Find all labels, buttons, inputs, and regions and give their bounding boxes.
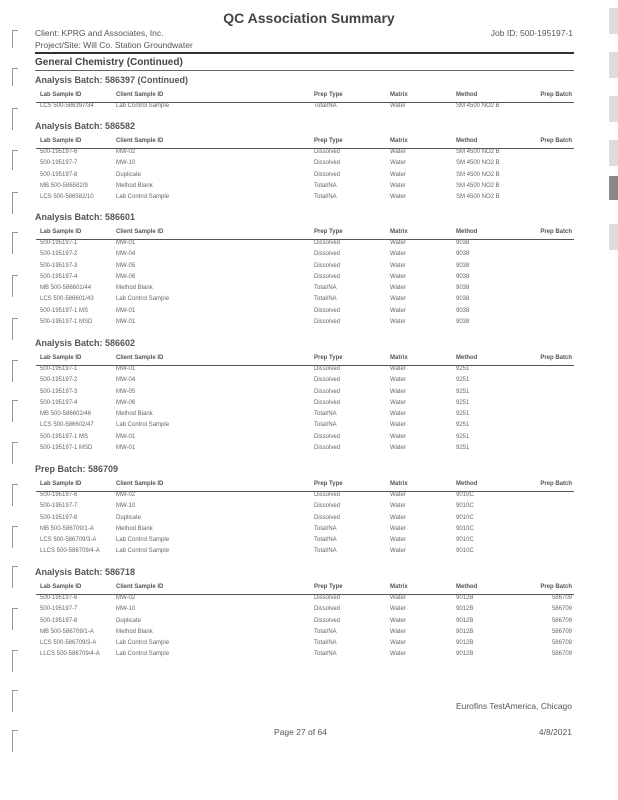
method-cell: 9038 (456, 262, 470, 269)
method-cell: SM 4500 NO2 B (456, 182, 500, 189)
table-row (36, 308, 574, 319)
prep-batch-cell: 586709 (551, 595, 572, 601)
method-cell: SM 4500 NO2 B (456, 160, 500, 167)
table-row (36, 183, 574, 194)
batch-table (36, 355, 574, 456)
batch-table (36, 138, 574, 205)
client-sample-id-cell: Lab Control Sample (116, 640, 170, 647)
prep-type-cell: Total/NA (314, 651, 337, 658)
col-matrix: Matrix (390, 584, 408, 590)
col-matrix: Matrix (390, 138, 408, 144)
method-cell: 9251 (456, 388, 470, 395)
column-header-row (36, 138, 574, 148)
col-prep-type: Prep Type (314, 92, 343, 98)
col-matrix: Matrix (390, 92, 408, 98)
prep-type-cell: Dissolved (314, 171, 341, 178)
lab-sample-id-cell: LCS 500-586397/34 (40, 103, 94, 109)
col-matrix: Matrix (390, 481, 408, 487)
lab-sample-id-cell: LCS 500-586582/10 (40, 194, 94, 201)
method-cell: 9010C (456, 525, 474, 532)
matrix-cell: Water (390, 422, 406, 429)
prep-type-cell: Dissolved (314, 377, 341, 384)
col-method: Method (456, 138, 478, 144)
batch-table (36, 92, 574, 114)
method-cell: SM 4500 NO2 B (456, 171, 500, 178)
prep-type-cell: Dissolved (314, 433, 341, 440)
table-row (36, 319, 574, 330)
lab-sample-id-cell: 500-195197-1 MSD (40, 319, 93, 326)
matrix-cell: Water (390, 595, 406, 601)
prep-type-cell: Dissolved (314, 388, 341, 395)
col-prep-batch: Prep Batch (540, 481, 572, 487)
method-cell: 9010C (456, 492, 474, 498)
lab-sample-id-cell: 500-195197-2 (40, 377, 78, 384)
batch-title: Analysis Batch: 586602 (35, 338, 136, 348)
lab-sample-id-cell: 500-195197-4 (40, 273, 78, 280)
client-sample-id-cell: Method Blank (116, 525, 153, 532)
prep-type-cell: Dissolved (314, 492, 341, 498)
table-row (36, 445, 574, 456)
method-cell: 9038 (456, 285, 470, 292)
client-sample-id-cell: MW-10 (116, 160, 136, 167)
table-row (36, 400, 574, 411)
method-cell: 9038 (456, 296, 470, 303)
prep-batch-cell: 586709 (551, 628, 572, 635)
lab-sample-id-cell: 500-195197-8 (40, 617, 78, 624)
prep-type-cell: Dissolved (314, 319, 341, 326)
table-row (36, 194, 574, 205)
matrix-cell: Water (390, 445, 406, 452)
prep-type-cell: Total/NA (314, 422, 337, 429)
client-sample-id-cell: Lab Control Sample (116, 537, 170, 544)
matrix-cell: Water (390, 194, 406, 201)
lab-sample-id-cell: 500-195197-8 (40, 171, 78, 178)
lab-sample-id-cell: 500-195197-8 (40, 514, 78, 521)
table-row (36, 640, 574, 651)
lab-sample-id-cell: MB 500-586582/9 (40, 182, 88, 189)
client-sample-id-cell: MW-06 (116, 273, 136, 280)
matrix-cell: Water (390, 617, 406, 624)
table-row (36, 595, 574, 606)
table-row (36, 503, 574, 514)
table-row (36, 377, 574, 388)
table-row (36, 606, 574, 617)
col-method: Method (456, 584, 478, 590)
lab-sample-id-cell: LLCS 500-586709/4-A (40, 651, 100, 658)
method-cell: SM 4500 NO2 B (456, 103, 500, 109)
table-row (36, 285, 574, 296)
prep-type-cell: Dissolved (314, 399, 341, 406)
col-method: Method (456, 355, 478, 361)
col-client-sample-id: Client Sample ID (116, 229, 164, 235)
table-row (36, 149, 574, 160)
prep-type-cell: Dissolved (314, 595, 341, 601)
prep-type-cell: Dissolved (314, 149, 341, 155)
matrix-cell: Water (390, 399, 406, 406)
batch-table (36, 481, 574, 560)
client-sample-id-cell: Lab Control Sample (116, 194, 170, 201)
matrix-cell: Water (390, 514, 406, 521)
column-header-row (36, 229, 574, 239)
report-date: 4/8/2021 (538, 727, 572, 737)
lab-sample-id-cell: 500-195197-2 (40, 251, 78, 258)
col-lab-sample-id: Lab Sample ID (40, 138, 82, 144)
lab-sample-id-cell: 500-195197-6 (40, 149, 78, 155)
page-number: Page 27 of 64 (274, 727, 327, 737)
method-cell: 9010C (456, 548, 474, 555)
table-row (36, 263, 574, 274)
page-title: QC Association Summary (223, 10, 395, 26)
prep-batch-cell: 586709 (551, 640, 572, 647)
table-row (36, 274, 574, 285)
col-prep-type: Prep Type (314, 355, 343, 361)
col-lab-sample-id: Lab Sample ID (40, 584, 82, 590)
lab-sample-id-cell: 500-195197-7 (40, 503, 78, 510)
client-sample-id-cell: MW-04 (116, 377, 136, 384)
col-client-sample-id: Client Sample ID (116, 138, 164, 144)
prep-type-cell: Total/NA (314, 537, 337, 544)
matrix-cell: Water (390, 182, 406, 189)
prep-batch-cell: 586709 (551, 651, 572, 658)
col-client-sample-id: Client Sample ID (116, 481, 164, 487)
col-lab-sample-id: Lab Sample ID (40, 481, 82, 487)
matrix-cell: Water (390, 377, 406, 384)
batch-title: Analysis Batch: 586601 (35, 212, 136, 222)
col-prep-type: Prep Type (314, 138, 343, 144)
project-site: Project/Site: Will Co. Station Groundwater (35, 40, 193, 50)
prep-type-cell: Dissolved (314, 606, 341, 613)
col-prep-batch: Prep Batch (540, 92, 572, 98)
lab-sample-id-cell: 500-195197-6 (40, 492, 78, 498)
matrix-cell: Water (390, 149, 406, 155)
col-method: Method (456, 229, 478, 235)
client-sample-id-cell: MW-06 (116, 399, 136, 406)
prep-type-cell: Total/NA (314, 296, 337, 303)
lab-sample-id-cell: LCS 500-586602/47 (40, 422, 94, 429)
col-prep-type: Prep Type (314, 229, 343, 235)
client-sample-id-cell: Duplicate (116, 617, 142, 624)
header-rule (35, 52, 574, 54)
col-client-sample-id: Client Sample ID (116, 92, 164, 98)
col-prep-batch: Prep Batch (540, 229, 572, 235)
client-label: Client: KPRG and Associates, Inc. (35, 28, 164, 38)
job-id: Job ID: 500-195197-1 (490, 28, 573, 38)
method-cell: 9038 (456, 240, 470, 246)
matrix-cell: Water (390, 319, 406, 326)
method-cell: 9012B (456, 617, 474, 624)
lab-sample-id-cell: MB 500-586601/44 (40, 285, 92, 292)
method-cell: 9012B (456, 651, 474, 658)
prep-type-cell: Dissolved (314, 617, 341, 624)
prep-type-cell: Total/NA (314, 182, 337, 189)
table-row (36, 629, 574, 640)
prep-type-cell: Dissolved (314, 160, 341, 167)
client-sample-id-cell: MW-01 (116, 445, 136, 452)
client-sample-id-cell: MW-01 (116, 240, 136, 246)
prep-type-cell: Total/NA (314, 525, 337, 532)
col-prep-type: Prep Type (314, 584, 343, 590)
prep-type-cell: Dissolved (314, 514, 341, 521)
method-cell: 9012B (456, 640, 474, 647)
matrix-cell: Water (390, 492, 406, 498)
table-row (36, 240, 574, 251)
method-cell: 9012B (456, 628, 474, 635)
table-row (36, 172, 574, 183)
matrix-cell: Water (390, 525, 406, 532)
matrix-cell: Water (390, 537, 406, 544)
table-row (36, 411, 574, 422)
table-row (36, 160, 574, 171)
matrix-cell: Water (390, 251, 406, 258)
batch-title: Analysis Batch: 586397 (Continued) (35, 75, 189, 85)
prep-type-cell: Dissolved (314, 240, 341, 246)
lab-sample-id-cell: MB 500-586602/46 (40, 411, 92, 418)
method-cell: 9251 (456, 422, 470, 429)
lab-sample-id-cell: LCS 500-586601/43 (40, 296, 94, 303)
client-sample-id-cell: MW-02 (116, 149, 136, 155)
client-sample-id-cell: Duplicate (116, 171, 142, 178)
batch-title: Prep Batch: 586709 (35, 464, 119, 474)
method-cell: 9010C (456, 514, 474, 521)
section-rule (35, 70, 574, 71)
col-lab-sample-id: Lab Sample ID (40, 229, 82, 235)
lab-sample-id-cell: 500-195197-1 MS (40, 307, 89, 314)
table-row (36, 548, 574, 559)
batch-table (36, 584, 574, 663)
column-header-row (36, 92, 574, 102)
matrix-cell: Water (390, 548, 406, 555)
col-matrix: Matrix (390, 355, 408, 361)
matrix-cell: Water (390, 103, 406, 109)
client-sample-id-cell: Duplicate (116, 514, 142, 521)
method-cell: 9251 (456, 411, 470, 418)
matrix-cell: Water (390, 240, 406, 246)
table-row (36, 526, 574, 537)
matrix-cell: Water (390, 388, 406, 395)
method-cell: 9038 (456, 307, 470, 314)
col-prep-batch: Prep Batch (540, 355, 572, 361)
lab-sample-id-cell: 500-195197-7 (40, 606, 78, 613)
table-row (36, 296, 574, 307)
prep-type-cell: Dissolved (314, 273, 341, 280)
prep-type-cell: Total/NA (314, 411, 337, 418)
lab-sample-id-cell: 500-195197-4 (40, 399, 78, 406)
matrix-cell: Water (390, 411, 406, 418)
col-client-sample-id: Client Sample ID (116, 584, 164, 590)
matrix-cell: Water (390, 503, 406, 510)
column-header-row (36, 481, 574, 491)
client-sample-id-cell: Lab Control Sample (116, 651, 170, 658)
matrix-cell: Water (390, 651, 406, 658)
client-sample-id-cell: MW-05 (116, 262, 136, 269)
method-cell: 9012B (456, 606, 474, 613)
table-row (36, 434, 574, 445)
col-lab-sample-id: Lab Sample ID (40, 355, 82, 361)
matrix-cell: Water (390, 640, 406, 647)
lab-sample-id-cell: 500-195197-1 (40, 366, 78, 372)
prep-type-cell: Total/NA (314, 285, 337, 292)
lab-sample-id-cell: 500-195197-1 MS (40, 433, 89, 440)
method-cell: 9251 (456, 399, 470, 406)
prep-batch-cell: 586709 (551, 617, 572, 624)
method-cell: 9038 (456, 273, 470, 280)
table-row (36, 422, 574, 433)
matrix-cell: Water (390, 273, 406, 280)
batch-table (36, 229, 574, 330)
table-row (36, 651, 574, 662)
client-sample-id-cell: MW-01 (116, 307, 136, 314)
client-sample-id-cell: MW-01 (116, 319, 136, 326)
column-header-row (36, 584, 574, 594)
method-cell: 9251 (456, 366, 470, 372)
table-row (36, 103, 574, 114)
prep-type-cell: Dissolved (314, 307, 341, 314)
prep-type-cell: Dissolved (314, 366, 341, 372)
method-cell: 9251 (456, 377, 470, 384)
lab-sample-id-cell: 500-195197-1 MSD (40, 445, 93, 452)
matrix-cell: Water (390, 262, 406, 269)
client-sample-id-cell: MW-01 (116, 366, 136, 372)
lab-sample-id-cell: 500-195197-3 (40, 262, 78, 269)
lab-sample-id-cell: LCS 500-586709/3-A (40, 537, 97, 544)
prep-type-cell: Total/NA (314, 628, 337, 635)
prep-type-cell: Total/NA (314, 640, 337, 647)
lab-sample-id-cell: 500-195197-7 (40, 160, 78, 167)
table-row (36, 618, 574, 629)
matrix-cell: Water (390, 628, 406, 635)
matrix-cell: Water (390, 296, 406, 303)
method-cell: 9010C (456, 537, 474, 544)
lab-sample-id-cell: MB 500-586709/1-A (40, 628, 94, 635)
col-method: Method (456, 481, 478, 487)
matrix-cell: Water (390, 606, 406, 613)
company-name: Eurofins TestAmerica, Chicago (455, 701, 572, 711)
prep-type-cell: Dissolved (314, 262, 341, 269)
col-matrix: Matrix (390, 229, 408, 235)
table-row (36, 366, 574, 377)
table-row (36, 389, 574, 400)
table-row (36, 492, 574, 503)
method-cell: 9010C (456, 503, 474, 510)
prep-type-cell: Total/NA (314, 548, 337, 555)
client-sample-id-cell: MW-10 (116, 503, 136, 510)
client-sample-id-cell: Method Blank (116, 285, 153, 292)
client-sample-id-cell: Lab Control Sample (116, 422, 170, 429)
method-cell: 9038 (456, 251, 470, 258)
client-sample-id-cell: Lab Control Sample (116, 103, 170, 109)
prep-batch-cell: 586709 (551, 606, 572, 613)
client-sample-id-cell: Method Blank (116, 411, 153, 418)
batch-title: Analysis Batch: 586718 (35, 567, 136, 577)
lab-sample-id-cell: LCS 500-586709/3-A (40, 640, 97, 647)
matrix-cell: Water (390, 171, 406, 178)
matrix-cell: Water (390, 160, 406, 167)
client-sample-id-cell: MW-05 (116, 388, 136, 395)
matrix-cell: Water (390, 366, 406, 372)
col-lab-sample-id: Lab Sample ID (40, 92, 82, 98)
lab-sample-id-cell: MB 500-586709/1-A (40, 525, 94, 532)
matrix-cell: Water (390, 307, 406, 314)
lab-sample-id-cell: 500-195197-1 (40, 240, 78, 246)
method-cell: 9251 (456, 445, 470, 452)
lab-sample-id-cell: 500-195197-6 (40, 595, 78, 601)
method-cell: 9038 (456, 319, 470, 326)
table-row (36, 251, 574, 262)
client-sample-id-cell: Method Blank (116, 182, 153, 189)
batch-title: Analysis Batch: 586582 (35, 121, 136, 131)
section-title: General Chemistry (Continued) (35, 57, 183, 68)
col-method: Method (456, 92, 478, 98)
col-prep-type: Prep Type (314, 481, 343, 487)
client-sample-id-cell: Lab Control Sample (116, 296, 170, 303)
col-client-sample-id: Client Sample ID (116, 355, 164, 361)
prep-type-cell: Dissolved (314, 503, 341, 510)
matrix-cell: Water (390, 285, 406, 292)
client-sample-id-cell: MW-01 (116, 433, 136, 440)
client-sample-id-cell: Lab Control Sample (116, 548, 170, 555)
client-sample-id-cell: MW-02 (116, 492, 136, 498)
method-cell: SM 4500 NO2 B (456, 194, 500, 201)
client-sample-id-cell: Method Blank (116, 628, 153, 635)
lab-sample-id-cell: 500-195197-3 (40, 388, 78, 395)
client-sample-id-cell: MW-04 (116, 251, 136, 258)
table-row (36, 515, 574, 526)
method-cell: 9251 (456, 433, 470, 440)
method-cell: SM 4500 NO2 B (456, 149, 500, 155)
client-sample-id-cell: MW-02 (116, 595, 136, 601)
prep-type-cell: Dissolved (314, 251, 341, 258)
col-prep-batch: Prep Batch (540, 584, 572, 590)
method-cell: 9012B (456, 595, 474, 601)
lab-sample-id-cell: LLCS 500-586709/4-A (40, 548, 100, 555)
client-sample-id-cell: MW-10 (116, 606, 136, 613)
prep-type-cell: Dissolved (314, 445, 341, 452)
column-header-row (36, 355, 574, 365)
col-prep-batch: Prep Batch (540, 138, 572, 144)
matrix-cell: Water (390, 433, 406, 440)
prep-type-cell: Total/NA (314, 103, 337, 109)
prep-type-cell: Total/NA (314, 194, 337, 201)
table-row (36, 537, 574, 548)
